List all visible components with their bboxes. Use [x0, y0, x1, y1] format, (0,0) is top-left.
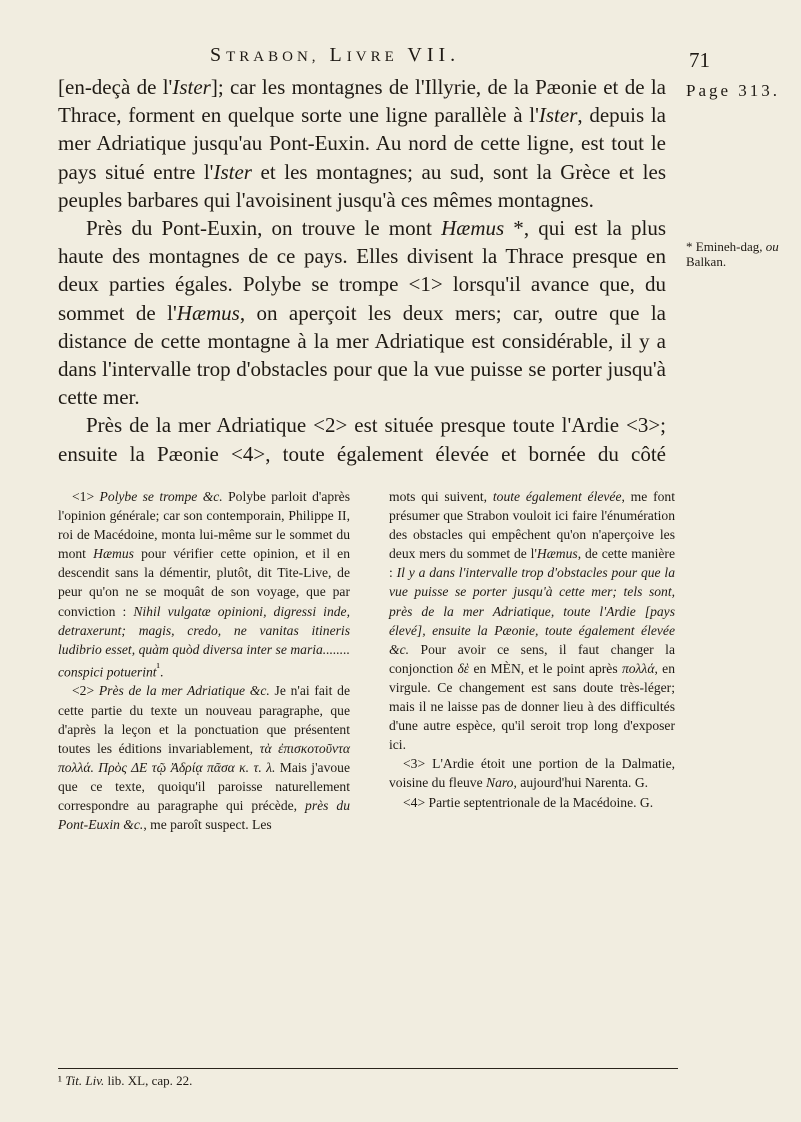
text-italic: Ister [172, 75, 211, 99]
text: lib. XL, cap. 22. [104, 1073, 193, 1088]
note-4 [389, 793, 675, 812]
main-text [58, 73, 666, 468]
footnote-divider [58, 1068, 678, 1069]
greek-word: δὲ [457, 660, 470, 676]
note-reference: * [504, 216, 524, 241]
rh-small: TRABON, [226, 49, 320, 65]
paragraph-2 [58, 214, 666, 411]
text-italic: toute également élevée [492, 489, 622, 504]
footnote-marker: ¹ [58, 1073, 66, 1088]
text: Près du Pont-Euxin, on trouve le mont [86, 216, 442, 241]
note-marker: <1> [72, 489, 100, 504]
note-2 [58, 681, 350, 834]
note-or: ou [765, 239, 779, 254]
notes-right-column [389, 487, 675, 812]
text: mots qui suivent, [389, 489, 493, 504]
note-lemma: près du Pont-Euxin &c. [58, 798, 351, 833]
margin-page-reference: Page 313. [686, 81, 781, 100]
text-italic: Hæmus [441, 216, 505, 241]
text: . [159, 664, 164, 680]
text: ]; car les montagnes de l'Illyrie, de la Pæonie et de la Thrace, forment en quelque sorte une ligne parallèle à l' [58, 75, 666, 128]
note-marker: <3> [403, 756, 433, 772]
paragraph-3 [58, 411, 666, 467]
text: , me paroît suspect. Les [143, 817, 272, 833]
note-lemma: Polybe se trompe &c. [99, 489, 223, 504]
greek-quote: τὰ ἐπισκοτοῦντα πολλά. Πρὸς ΔΕ τῷ Ἀδρίᾳ πᾶσα κ. τ. λ. [58, 740, 350, 775]
text: Près de la mer Adriatique <2> est située presque toute l'Ardie <3>; ensuite la Pæonie <4>, toute également élevée et bornée du côté [58, 413, 666, 466]
text: Polybe parloit d'après l'opinion générale; car son contemporain, Philippe II, roi de Macédoine, monta lui-même sur le sommet du mont [58, 489, 351, 562]
running-head-title [210, 44, 460, 67]
notes-left-column [58, 487, 350, 834]
text: [en-deçà de l' [58, 75, 173, 99]
text: , qui est la plus haute des montagnes de ce pays. Elles divisent la Thrace presque en deux parties égales. Polybe se trompe <1> lorsqu'il avance que, du sommet de l' [58, 216, 667, 325]
footnote-reference: ¹ [156, 661, 160, 674]
text-italic: Ister [213, 159, 252, 184]
text: , me font présumer que Strabon vouloit ici faire l'énumération des obstacles qui empêchent qu'on n'aperçoive les deux mers du sommet de l' [389, 489, 675, 562]
text: , aujourd'hui Narenta. G. [513, 775, 649, 791]
rh-cap: S [210, 44, 227, 66]
note-3 [389, 754, 675, 792]
text: , on aperçoit les deux mers; car, outre que la distance de cette montagne à la mer Adriatique est considérable, il y a dans l'intervalle trop d'obstacles pour que la vue puisse se porter jusqu'à cette mer. [58, 300, 666, 410]
rh-book: VII. [407, 44, 461, 66]
text-italic: Naro [486, 775, 514, 791]
note-star: * [686, 239, 696, 254]
text-italic: Il y a dans l'intervalle trop d'obstacles pour que la vue puisse se porter jusqu'à cette mer; tels sont, près de la mer Adriatique, toute l'Ardie [pays élevé], ensuite la Pæonie, toute également élevée &c. [389, 565, 675, 657]
text-italic: Ister [538, 103, 578, 128]
latin-quote: Nihil vulgatæ opinioni, digressi inde, detraxerunt; magis, credo, ne vanitas itineris ludibrio esset, quàm quòd diversa inter se maria........ conspici potuerint [58, 603, 350, 680]
footnote-source: Tit. Liv. [65, 1073, 105, 1088]
note-alt: Balkan. [686, 254, 727, 269]
note-marker: <2> [72, 683, 99, 699]
page-number: 71 [689, 48, 710, 72]
text: , en virgule. Ce changement est sans doute très-léger; mais il ne laisse pas de donner lieu à des difficultés d'une autre espèce, qu'il seroit trop long d'exposer ici. [389, 660, 675, 753]
note-1 [58, 487, 350, 681]
text: L'Ardie étoit une portion de la Dalmatie, voisine du fleuve [389, 756, 676, 791]
text: , depuis la mer Adriatique jusqu'au Pont-Euxin. Au nord de cette ligne, est tout le pays situé entre l' [58, 103, 667, 184]
note-lemma: Près de la mer Adriatique &c. [98, 683, 270, 699]
note-name: Emineh-dag, [695, 239, 763, 254]
note-2-continued [389, 487, 675, 754]
note-marker: <4> [403, 794, 429, 810]
text-italic: Hæmus [536, 546, 578, 562]
text-italic: Hæmus [93, 546, 134, 562]
footnote [58, 1073, 192, 1089]
text: Pour avoir ce sens, il faut changer la conjonction [389, 641, 675, 676]
text-italic: Hæmus [176, 300, 240, 325]
text: , de cette manière : [389, 546, 675, 581]
text: Je n'ai fait de cette partie du texte un nouveau paragraphe, que d'après la leçon et la ponctuation que présentent toutes les éditions invariablement, [58, 683, 350, 756]
text: Partie septentrionale de la Macédoine. G. [428, 794, 654, 810]
text: Mais j'avoue que ce texte, quoiqu'il paroisse naturellement correspondre au paragraphe qui précède, [58, 759, 350, 814]
rh-small: IVRE [346, 49, 398, 65]
text: en MÈN, et le point après [469, 660, 622, 676]
margin-note [686, 239, 798, 269]
paragraph-1 [58, 73, 666, 214]
text: pour vérifier cette opinion, et il en descendit sans la démentir, plutôt, dit Tite-Live, de peur qu'on ne se moquât de son voyage, que par conviction : [58, 546, 350, 619]
rh-cap: L [329, 44, 347, 66]
text: et les montagnes; au sud, sont la Grèce et les peuples barbares qui l'avoisinent jusqu'à ces mêmes montagnes. [58, 159, 666, 212]
greek-word: πολλά [621, 660, 655, 676]
